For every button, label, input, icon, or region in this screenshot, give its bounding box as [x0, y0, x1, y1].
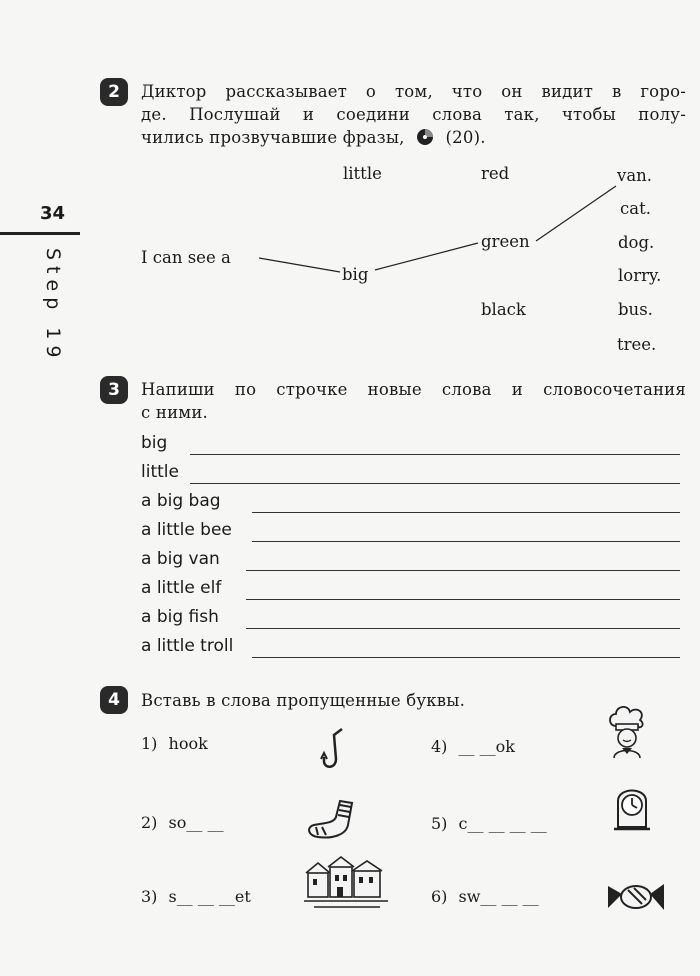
writing-line[interactable] — [246, 570, 680, 571]
exercise-4-instruction: Вставь в слова пропущенные буквы. — [141, 691, 466, 710]
practice-word: a big bag — [141, 491, 221, 511]
item-6[interactable] — [431, 887, 539, 906]
practice-word: a little troll — [141, 636, 234, 656]
writing-line[interactable] — [190, 483, 680, 484]
connecting-lines — [0, 0, 700, 400]
practice-word: a little elf — [141, 578, 222, 598]
word-tree[interactable]: tree. — [617, 335, 657, 354]
item-3[interactable] — [141, 887, 251, 906]
word-green[interactable]: green — [481, 232, 530, 251]
item-number: 4) — [431, 737, 448, 756]
exercise-4-badge: 4 — [100, 686, 128, 714]
word-red[interactable]: red — [481, 164, 510, 183]
track-number: (20). — [445, 128, 486, 147]
practice-word: a little bee — [141, 520, 232, 540]
item-word: so__ __ — [168, 813, 224, 832]
writing-line[interactable] — [246, 599, 680, 600]
item-word: __ __ok — [458, 737, 515, 756]
word-bus[interactable]: bus. — [618, 300, 653, 319]
page-number: 34 — [40, 203, 66, 224]
word-cat[interactable]: cat. — [620, 199, 651, 218]
item-1[interactable] — [141, 734, 208, 753]
instruction-line: с ними. — [141, 403, 208, 422]
item-number: 3) — [141, 887, 158, 906]
writing-line[interactable] — [190, 454, 680, 455]
item-word: s__ __ __et — [168, 887, 251, 906]
exercise-3-badge: 3 — [100, 376, 128, 404]
item-word: c__ __ __ __ — [458, 814, 547, 833]
connector-big-green — [375, 243, 478, 270]
start-phrase: I can see a — [141, 248, 231, 267]
instruction-line: Напиши по строчке новые слова и словосочетания — [141, 380, 686, 399]
writing-line[interactable] — [252, 512, 680, 513]
word-big[interactable]: big — [342, 265, 369, 284]
practice-word: big — [141, 433, 168, 453]
item-number: 1) — [141, 734, 158, 753]
writing-line[interactable] — [246, 628, 680, 629]
item-2[interactable] — [141, 813, 223, 832]
sweet-icon — [604, 878, 668, 916]
item-number: 5) — [431, 814, 448, 833]
practice-word: a big fish — [141, 607, 219, 627]
cook-icon — [604, 704, 652, 760]
word-van[interactable]: van. — [617, 166, 653, 185]
connector-green-van — [536, 186, 616, 241]
writing-line[interactable] — [252, 657, 680, 658]
word-little[interactable]: little — [343, 164, 382, 183]
exercise-2-badge: 2 — [100, 78, 128, 106]
street-icon — [304, 853, 390, 909]
item-4[interactable] — [431, 737, 515, 756]
instruction-line: Диктор рассказывает о том, что он видит в горо- — [141, 82, 686, 101]
word-dog[interactable]: dog. — [618, 233, 655, 252]
instruction-line: де. Послушай и соедини слова так, чтобы полу- — [141, 105, 686, 124]
practice-word: a big van — [141, 549, 220, 569]
item-number: 6) — [431, 887, 448, 906]
instruction-line: чились прозвучавшие фразы, — [141, 128, 405, 147]
item-word: sw__ __ __ — [458, 887, 539, 906]
item-number: 2) — [141, 813, 158, 832]
practice-word: little — [141, 462, 179, 482]
sock-icon — [302, 797, 358, 843]
writing-line[interactable] — [252, 541, 680, 542]
hook-icon — [312, 725, 352, 775]
word-lorry[interactable]: lorry. — [618, 266, 662, 285]
item-word: hook — [168, 734, 208, 753]
item-5[interactable] — [431, 814, 547, 833]
step-label: Step 19 — [42, 248, 64, 364]
connector-a-big — [259, 258, 340, 272]
word-black[interactable]: black — [481, 300, 526, 319]
clock-icon — [612, 783, 652, 831]
exercise-3-instruction — [141, 378, 686, 424]
